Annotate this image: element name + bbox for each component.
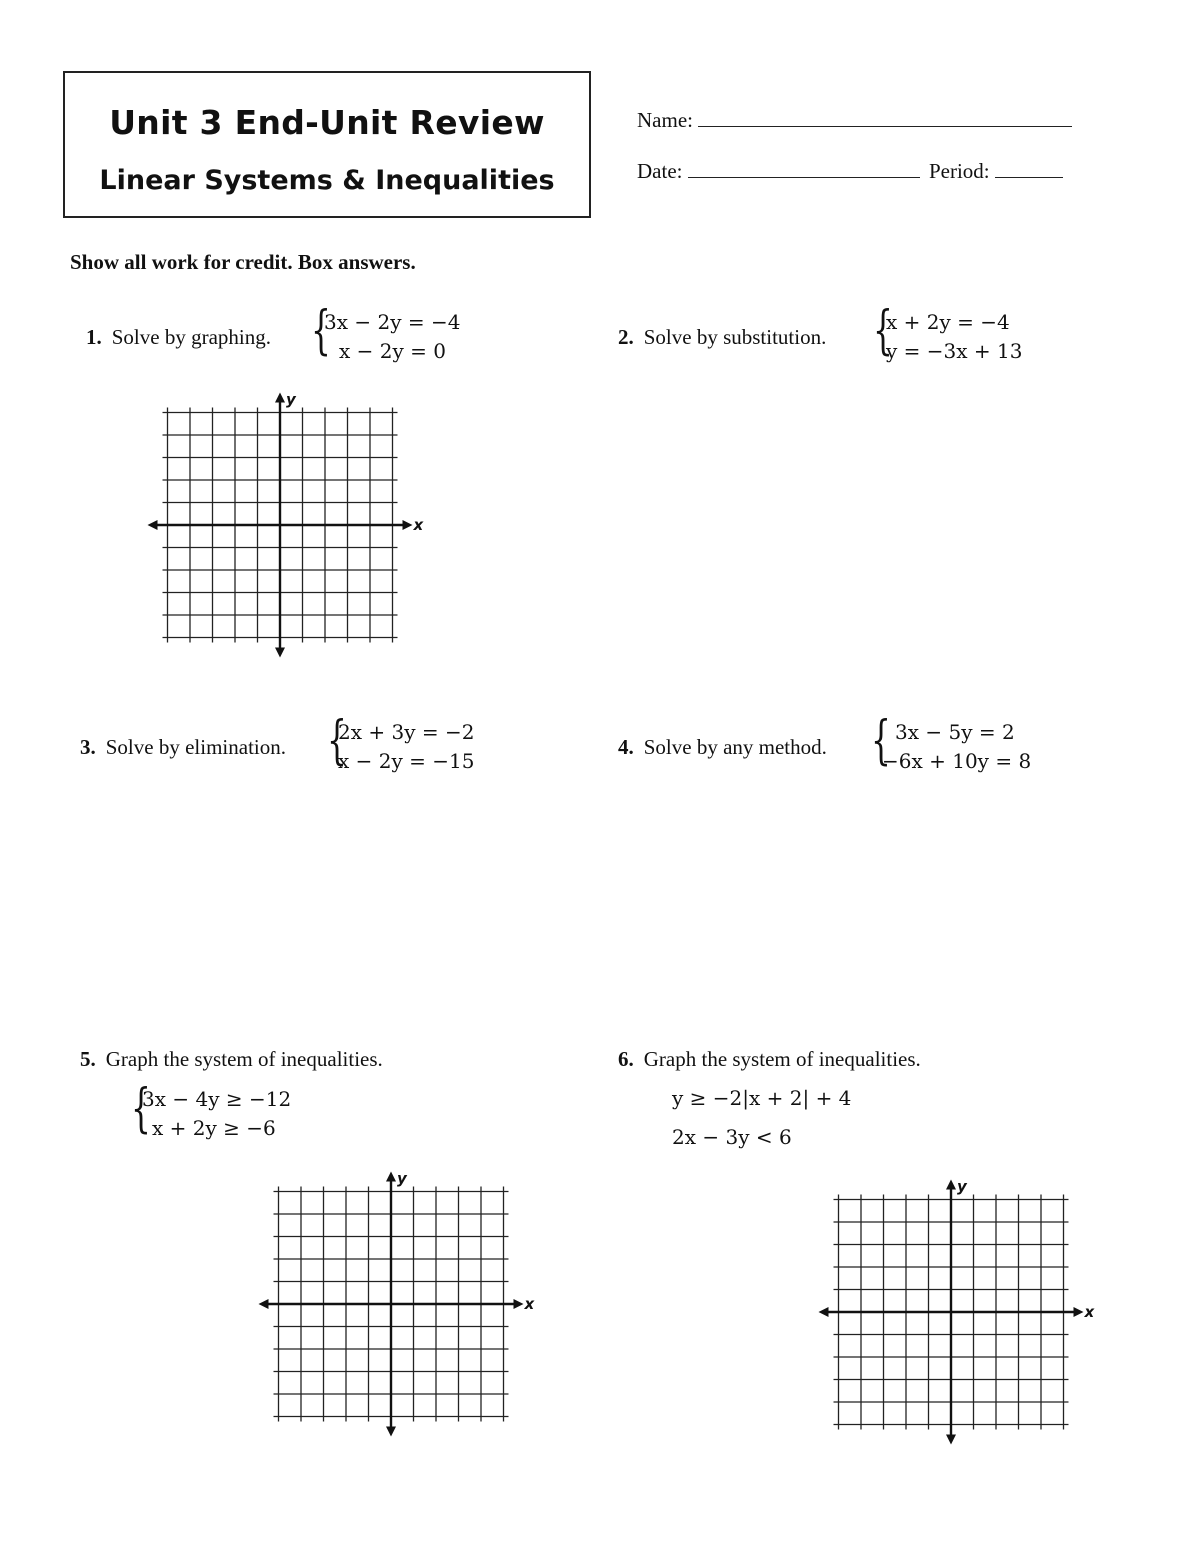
problem-3 [80,735,286,760]
worksheet-title: Unit 3 End-Unit Review [109,103,545,142]
equation: x + 2y = −4 [886,310,1010,334]
problem-number: 1. [86,325,102,349]
y-arrow-down-icon [946,1435,956,1445]
y-axis-label: y [286,390,296,409]
problem-2 [618,325,826,350]
x-axis-label: x [1084,1303,1095,1321]
equation: 2x + 3y = −2 [338,720,475,744]
grid-lines [163,408,398,643]
y-arrow-up-icon [946,1180,956,1190]
axes [259,1169,524,1437]
worksheet-subtitle: Linear Systems & Inequalities [99,165,555,196]
equation-system-2 [886,308,1022,366]
y-arrow-up-icon [275,393,285,403]
x-arrow-right-icon [514,1299,524,1309]
y-arrow-down-icon [386,1427,396,1437]
problem-5 [80,1047,383,1072]
brace-icon: { [327,711,347,771]
equation: x − 2y = 0 [339,339,446,363]
x-arrow-left-icon [819,1307,829,1317]
date-period-field [637,159,1063,184]
x-arrow-left-icon [148,520,158,530]
equation-system-1 [324,308,460,366]
date-label: Date: [637,159,683,183]
equation: 3x − 2y = −4 [324,310,461,334]
equation: x − 2y = −15 [338,749,475,773]
inequality: y ≥ −2|x + 2| + 4 [672,1086,852,1110]
x-axis-label: x [413,516,424,534]
equation: −6x + 10y = 8 [882,749,1032,773]
brace-icon: { [311,301,331,361]
y-arrow-down-icon [275,648,285,658]
equation: y = −3x + 13 [886,339,1023,363]
x-arrow-right-icon [403,520,413,530]
instructions: Show all work for credit. Box answers. [70,250,416,274]
brace-icon: { [871,711,891,771]
brace-icon: { [131,1079,151,1139]
axes [819,1177,1084,1445]
problem-prompt: Solve by substitution. [643,325,827,349]
grid-lines [834,1195,1069,1430]
period-label: Period: [928,159,990,183]
inequality: x + 2y ≥ −6 [152,1116,276,1140]
problem-1 [86,325,271,350]
x-arrow-right-icon [1074,1307,1084,1317]
date-blank[interactable] [688,161,920,178]
name-blank[interactable] [698,110,1072,127]
problem-prompt: Graph the system of inequalities. [105,1047,383,1071]
y-arrow-up-icon [386,1172,396,1182]
problem-number: 3. [80,735,96,759]
period-blank[interactable] [995,161,1063,178]
problem-prompt: Solve by elimination. [105,735,286,759]
name-field[interactable] [637,108,1072,133]
problem-prompt: Graph the system of inequalities. [643,1047,921,1071]
problem-prompt: Solve by graphing. [111,325,271,349]
brace-icon: { [873,301,893,361]
grid-lines [274,1187,509,1422]
inequality-system-5 [142,1085,291,1143]
name-label: Name: [637,108,693,132]
title-box [63,71,591,218]
problem-4 [618,735,827,760]
problem-prompt: Solve by any method. [643,735,827,759]
x-axis-label: x [524,1295,535,1313]
x-arrow-left-icon [259,1299,269,1309]
equation: 3x − 5y = 2 [895,720,1015,744]
equation-system-3 [338,718,474,776]
problem-number: 2. [618,325,634,349]
problem-number: 6. [618,1047,634,1071]
problem-number: 5. [80,1047,96,1071]
axes [148,390,413,658]
inequality: 2x − 3y < 6 [672,1125,792,1149]
problem-6 [618,1047,921,1072]
y-axis-label: y [957,1177,967,1196]
y-axis-label: y [397,1169,407,1188]
problem-number: 4. [618,735,634,759]
equation-system-4 [882,718,1031,776]
inequality: 3x − 4y ≥ −12 [142,1087,292,1111]
